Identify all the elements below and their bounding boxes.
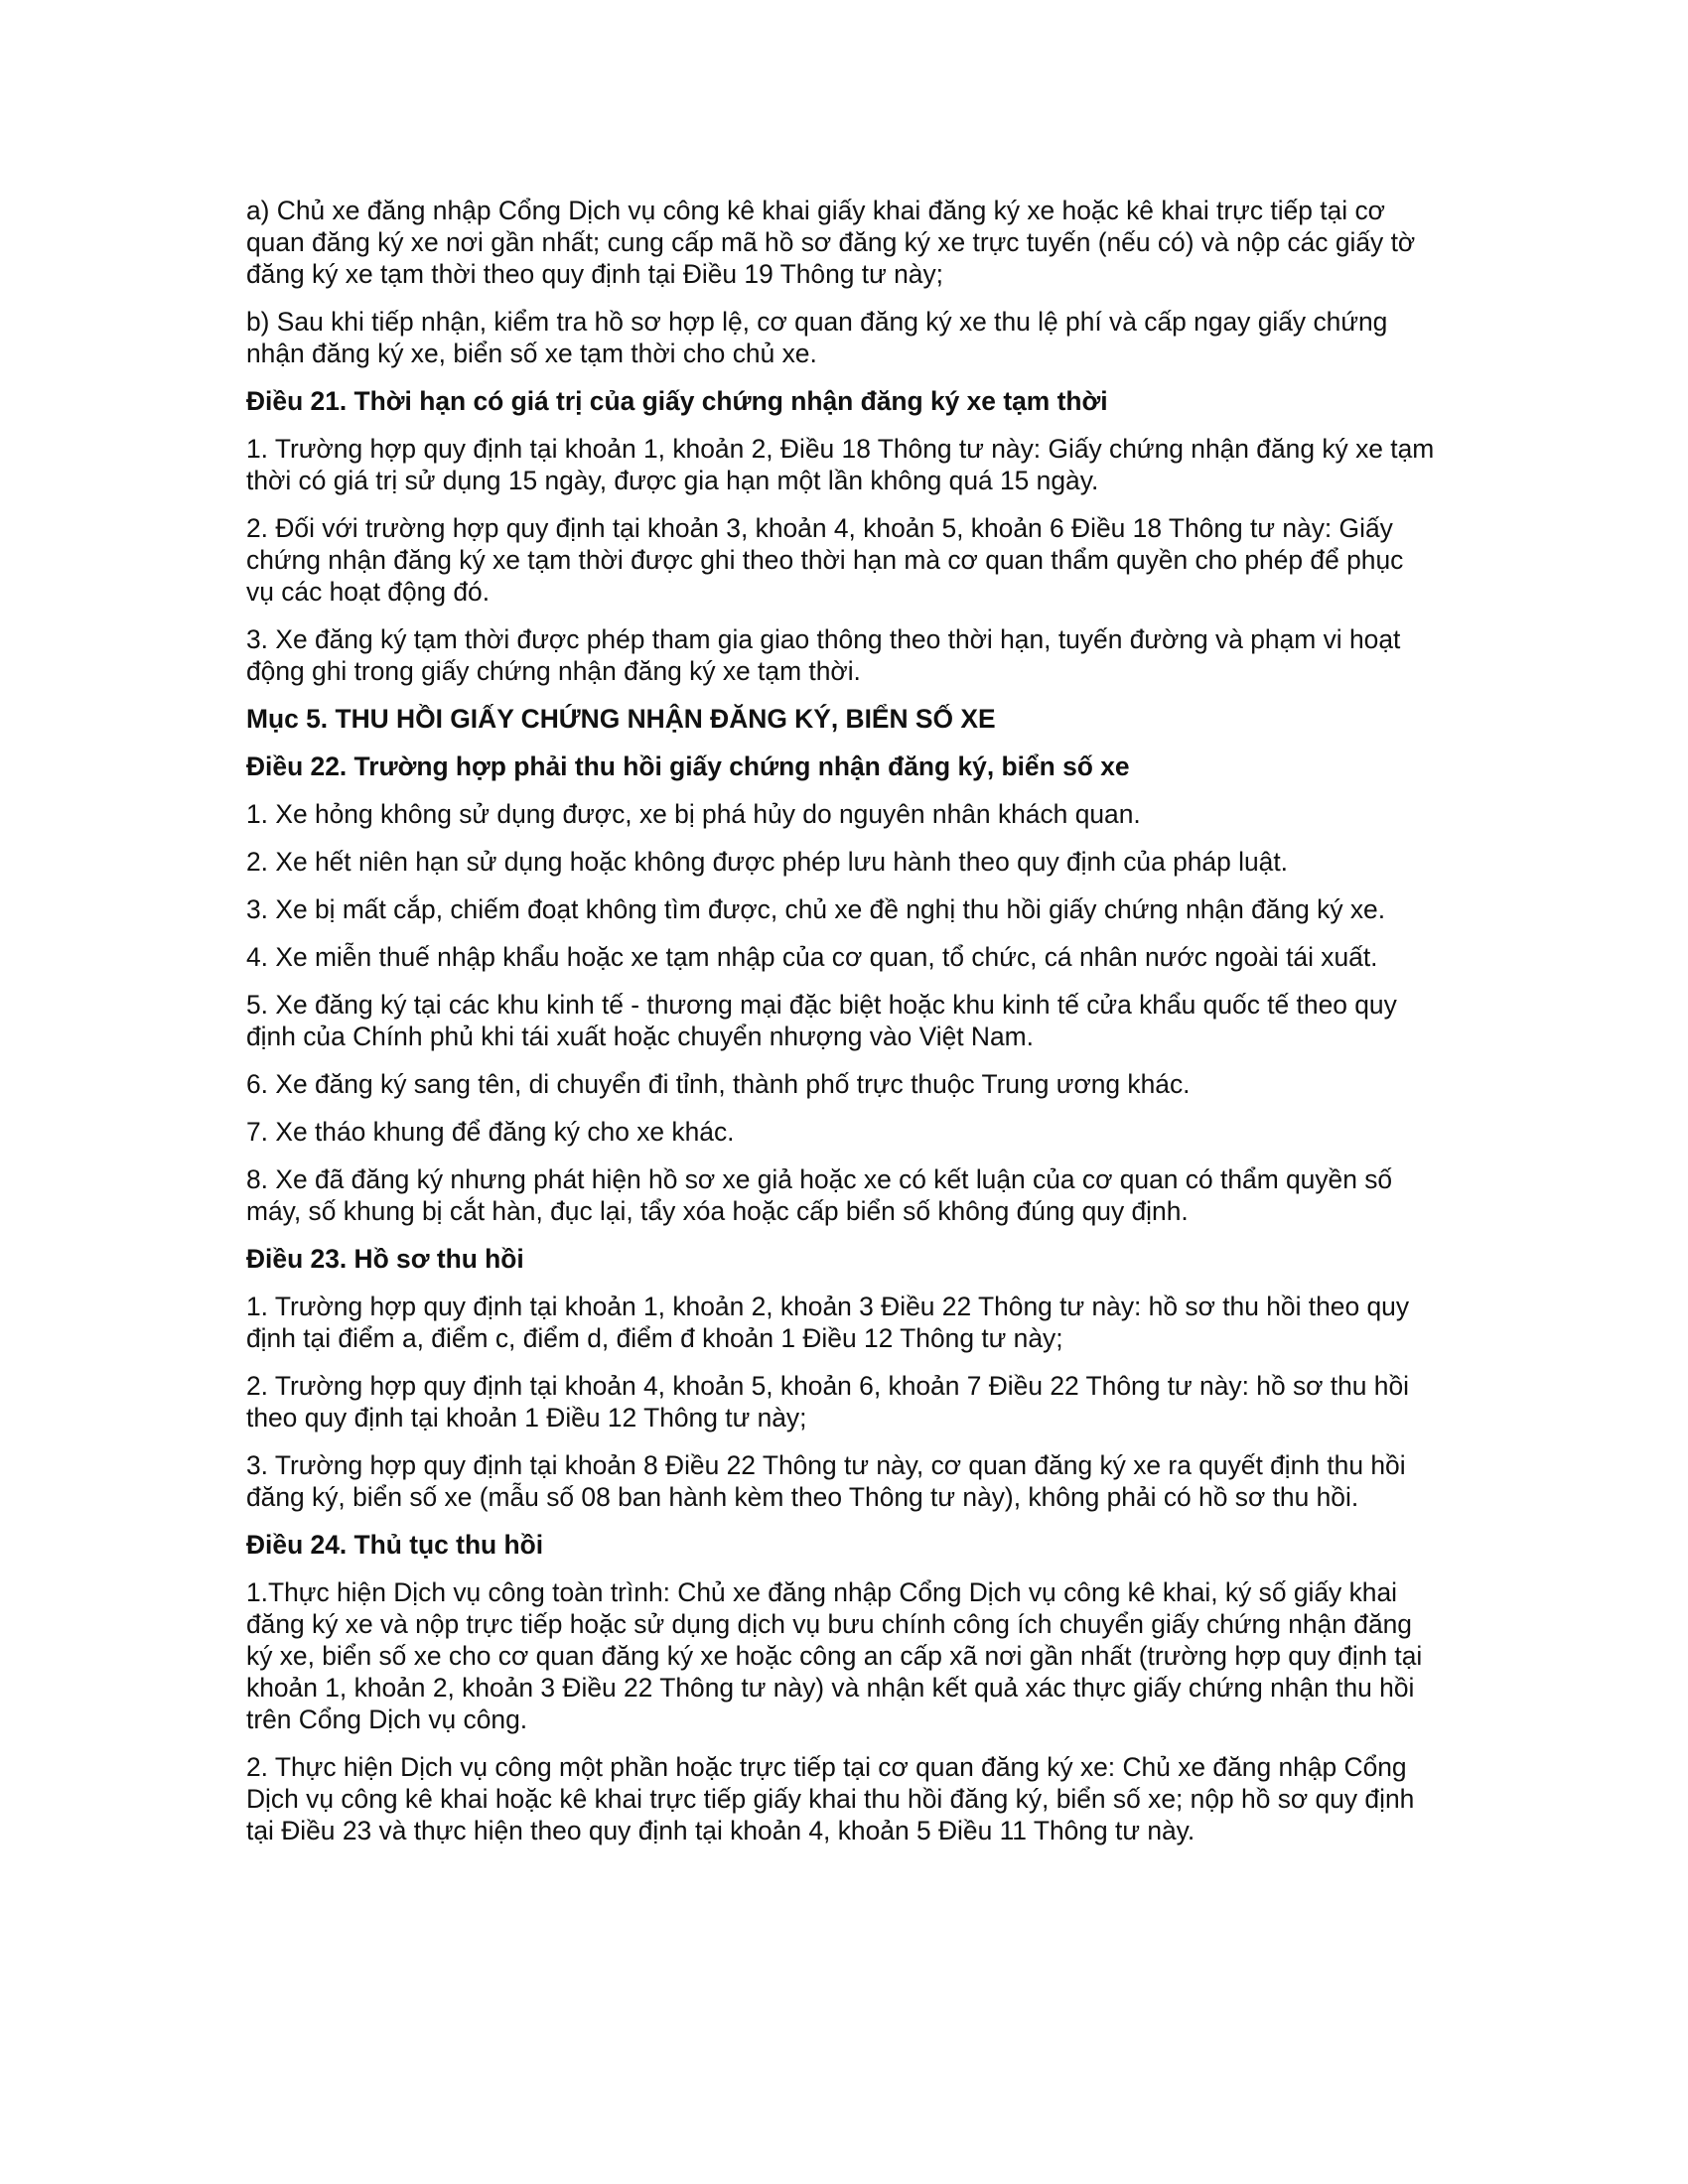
paragraph: 1. Trường hợp quy định tại khoản 1, khoản 2, khoản 3 Điều 22 Thông tư này: hồ sơ thu hồi theo quy định tại điểm a, điểm c, điểm d, điểm đ khoản 1 Điều 12 Thông tư này;	[246, 1292, 1410, 1353]
paragraph: 5. Xe đăng ký tại các khu kinh tế - thương mại đặc biệt hoặc khu kinh tế cửa khẩu quốc tế theo quy định của Chính phủ khi tái xuất hoặc chuyển nhượng vào Việt Nam.	[246, 990, 1397, 1051]
document-body	[246, 195, 1438, 1862]
article-heading: Điều 24. Thủ tục thu hồi	[246, 1530, 544, 1560]
article-heading: Điều 23. Hồ sơ thu hồi	[246, 1244, 524, 1274]
article-heading: Điều 22. Trường hợp phải thu hồi giấy chứng nhận đăng ký, biển số xe	[246, 751, 1130, 781]
section-heading: Mục 5. THU HỒI GIẤY CHỨNG NHẬN ĐĂNG KÝ, BIỂN SỐ XE	[246, 704, 996, 734]
paragraph: 1. Xe hỏng không sử dụng được, xe bị phá hủy do nguyên nhân khách quan.	[246, 799, 1141, 829]
paragraph: a) Chủ xe đăng nhập Cổng Dịch vụ công kê khai giấy khai đăng ký xe hoặc kê khai trực tiếp tại cơ quan đăng ký xe nơi gần nhất; cung cấp mã hồ sơ đăng ký xe trực tuyến (nếu có) và nộp các giấy tờ đăng ký xe tạm thời theo quy định tại Điều 19 Thông tư này;	[246, 196, 1416, 289]
paragraph: 1.Thực hiện Dịch vụ công toàn trình: Chủ xe đăng nhập Cổng Dịch vụ công kê khai, ký số giấy khai đăng ký xe và nộp trực tiếp hoặc sử dụng dịch vụ bưu chính công ích chuyển giấy chứng nhận đăng ký xe, biển số xe cho cơ quan đăng ký xe hoặc công an cấp xã nơi gần nhất (trường hợp quy định tại khoản 1, khoản 2, khoản 3 Điều 22 Thông tư này) và nhận kết quả xác thực giấy chứng nhận thu hồi trên Cổng Dịch vụ công.	[246, 1577, 1423, 1734]
paragraph: 8. Xe đã đăng ký nhưng phát hiện hồ sơ xe giả hoặc xe có kết luận của cơ quan có thẩm quyền số máy, số khung bị cắt hàn, đục lại, tẩy xóa hoặc cấp biển số không đúng quy định.	[246, 1164, 1393, 1226]
paragraph: 2. Thực hiện Dịch vụ công một phần hoặc trực tiếp tại cơ quan đăng ký xe: Chủ xe đăng nhập Cổng Dịch vụ công kê khai hoặc kê khai trực tiếp giấy khai thu hồi đăng ký, biển số xe; nộp hồ sơ quy định tại Điều 23 và thực hiện theo quy định tại khoản 4, khoản 5 Điều 11 Thông tư này.	[246, 1752, 1415, 1845]
article-heading: Điều 21. Thời hạn có giá trị của giấy chứng nhận đăng ký xe tạm thời	[246, 386, 1108, 416]
paragraph: 7. Xe tháo khung để đăng ký cho xe khác.	[246, 1117, 735, 1147]
paragraph: 4. Xe miễn thuế nhập khẩu hoặc xe tạm nhập của cơ quan, tổ chức, cá nhân nước ngoài tái xuất.	[246, 942, 1378, 972]
paragraph: 2. Xe hết niên hạn sử dụng hoặc không được phép lưu hành theo quy định của pháp luật.	[246, 847, 1289, 877]
paragraph: 6. Xe đăng ký sang tên, di chuyển đi tỉnh, thành phố trực thuộc Trung ương khác.	[246, 1069, 1191, 1099]
paragraph: 3. Xe bị mất cắp, chiếm đoạt không tìm được, chủ xe đề nghị thu hồi giấy chứng nhận đăng ký xe.	[246, 894, 1386, 924]
paragraph: 2. Trường hợp quy định tại khoản 4, khoản 5, khoản 6, khoản 7 Điều 22 Thông tư này: hồ sơ thu hồi theo quy định tại khoản 1 Điều 12 Thông tư này;	[246, 1371, 1410, 1433]
paragraph: 3. Xe đăng ký tạm thời được phép tham gia giao thông theo thời hạn, tuyến đường và phạm vi hoạt động ghi trong giấy chứng nhận đăng ký xe tạm thời.	[246, 624, 1401, 686]
paragraph: b) Sau khi tiếp nhận, kiểm tra hồ sơ hợp lệ, cơ quan đăng ký xe thu lệ phí và cấp ngay giấy chứng nhận đăng ký xe, biển số xe tạm thời cho chủ xe.	[246, 307, 1388, 368]
paragraph: 2. Đối với trường hợp quy định tại khoản 3, khoản 4, khoản 5, khoản 6 Điều 18 Thông tư này: Giấy chứng nhận đăng ký xe tạm thời được ghi theo thời hạn mà cơ quan thẩm quyền cho phép để phục vụ các hoạt động đó.	[246, 513, 1404, 607]
paragraph: 3. Trường hợp quy định tại khoản 8 Điều 22 Thông tư này, cơ quan đăng ký xe ra quyết định thu hồi đăng ký, biển số xe (mẫu số 08 ban hành kèm theo Thông tư này), không phải có hồ sơ thu hồi.	[246, 1450, 1406, 1512]
paragraph: 1. Trường hợp quy định tại khoản 1, khoản 2, Điều 18 Thông tư này: Giấy chứng nhận đăng ký xe tạm thời có giá trị sử dụng 15 ngày, được gia hạn một lần không quá 15 ngày.	[246, 434, 1435, 495]
